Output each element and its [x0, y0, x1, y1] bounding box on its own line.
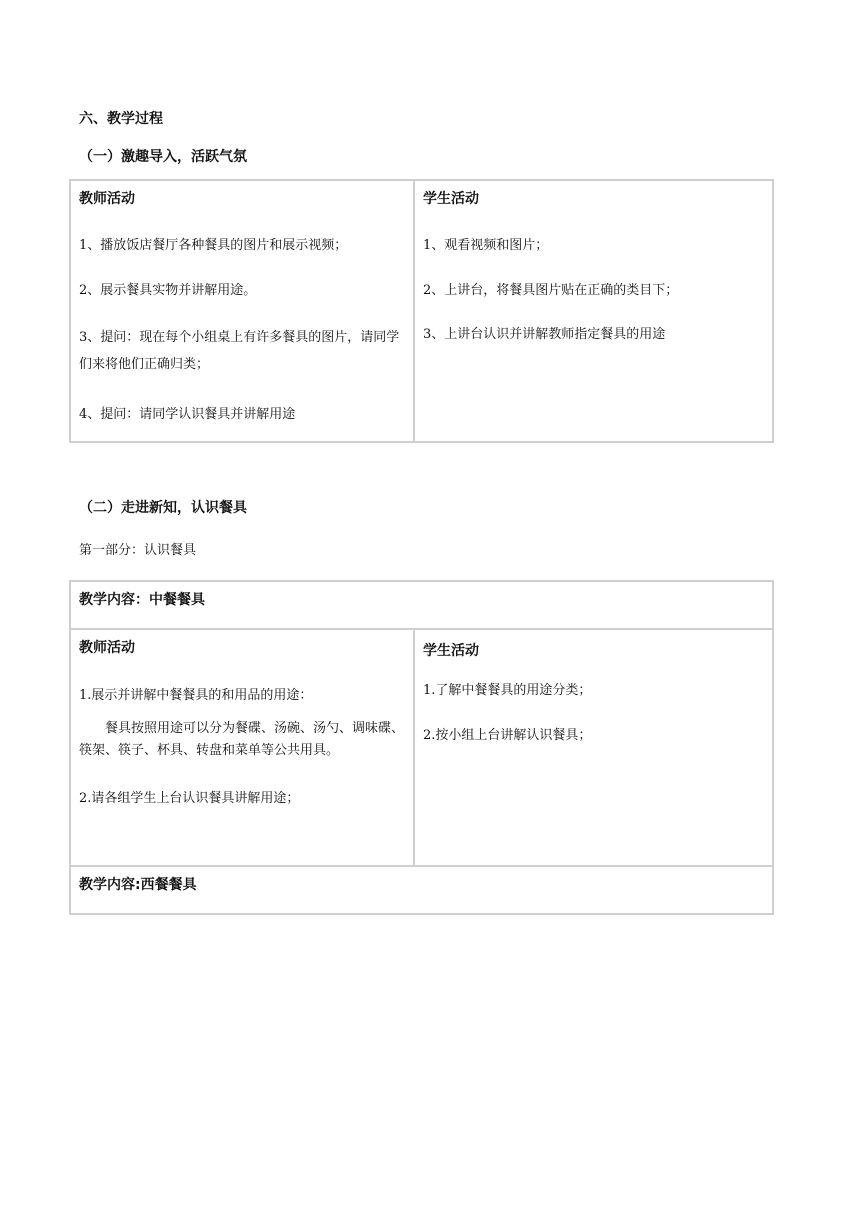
- part1-student-item-1: 1、观看视频和图片；: [423, 238, 549, 253]
- part1-student-item-3: 3、上讲台认识并讲解教师指定餐具的用途: [423, 327, 666, 342]
- part1-student-item-2: 2、上讲台，将餐具图片贴在正确的类目下；: [423, 283, 679, 298]
- part1-teacher-cell: [69, 179, 415, 443]
- part2-teacher-item-1: 1.展示并讲解中餐餐具的和用品的用途：: [79, 688, 313, 703]
- section-title: 六、教学过程: [79, 111, 163, 127]
- part2-teacher-item-3: 2.请各组学生上台认识餐具讲解用途；: [79, 791, 300, 806]
- part1-heading: （一）激趣导入，活跃气氛: [79, 149, 247, 165]
- part1-teacher-item-3: 3、提问：现在每个小组桌上有许多餐具的图片，请同学们来将他们正确归类；: [79, 330, 400, 372]
- part1-student-header: 学生活动: [423, 191, 479, 207]
- part1-teacher-header: 教师活动: [79, 191, 135, 207]
- part1-student-cell: [413, 179, 774, 443]
- part2-heading: （二）走进新知，认识餐具: [79, 500, 247, 516]
- part2-student-header: 学生活动: [423, 643, 479, 659]
- part2-content-row-2: [69, 865, 774, 915]
- part2-student-item-2: 2.按小组上台讲解认识餐具；: [423, 728, 592, 743]
- part2-student-cell: [413, 628, 774, 867]
- part2-content-label-1: 教学内容：中餐餐具: [79, 592, 205, 608]
- part1-teacher-item-4: 4、提问：请同学认识餐具并讲解用途: [79, 407, 296, 422]
- part2-content-row-1: [69, 580, 774, 630]
- part2-teacher-header: 教师活动: [79, 640, 135, 656]
- part2-student-item-1: 1.了解中餐餐具的用途分类；: [423, 683, 592, 698]
- part2-content-label-2: 教学内容:西餐餐具: [79, 877, 197, 893]
- part2-subheading: 第一部分：认识餐具: [79, 543, 197, 558]
- part2-teacher-item-2: 餐具按照用途可以分为餐碟、汤碗、汤勺、调味碟、筷架、筷子、杯具、转盘和菜单等公共用具。: [79, 721, 405, 758]
- part2-teacher-cell: [69, 628, 415, 867]
- part1-teacher-item-1: 1、播放饭店餐厅各种餐具的图片和展示视频；: [79, 238, 348, 253]
- part1-teacher-item-2: 2、展示餐具实物并讲解用途。: [79, 283, 257, 298]
